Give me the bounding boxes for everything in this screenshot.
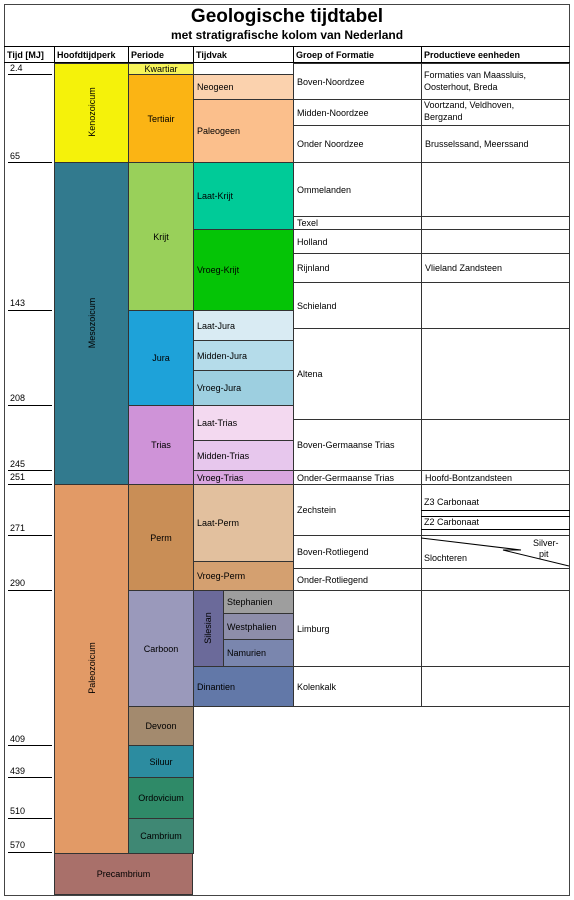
epoch-namurien-label: Namurien bbox=[227, 648, 267, 658]
epoch-vroeg-trias-label: Vroeg-Trias bbox=[197, 472, 244, 483]
epoch-vroeg-perm bbox=[193, 561, 294, 591]
tick-label: 208 bbox=[10, 393, 26, 403]
group-boven-rotliegend-label: Boven-Rotliegend bbox=[297, 547, 369, 557]
epoch-midden-jura bbox=[193, 340, 294, 371]
prod-voortzand-2: Bergzand bbox=[424, 112, 463, 122]
prod-maassluis-1: Formaties van Maassluis, bbox=[424, 70, 527, 80]
epoch-laat-jura-label: Laat-Jura bbox=[197, 320, 236, 331]
prod-cell-empty bbox=[421, 162, 570, 217]
prod-cell-brusselsand bbox=[421, 125, 570, 163]
epoch-dinantien bbox=[193, 666, 294, 707]
epoch-stephanien bbox=[223, 590, 294, 614]
group-boven-rotliegend bbox=[293, 535, 422, 569]
tick-label: 570 bbox=[10, 840, 26, 850]
group-kolenkalk-label: Kolenkalk bbox=[297, 681, 337, 692]
group-boven-germaanse-trias-label: Boven-Germaanse Trias bbox=[297, 440, 395, 450]
header-sep bbox=[128, 46, 129, 62]
prod-cell-empty bbox=[421, 419, 570, 471]
header-hoofdtijdperk: Hoofdtijdperk bbox=[57, 50, 116, 60]
epoch-laat-trias bbox=[193, 405, 294, 441]
group-onder-noordzee bbox=[293, 125, 422, 163]
epoch-neogeen-label: Neogeen bbox=[197, 82, 234, 92]
period-perm bbox=[128, 484, 194, 591]
era-mesozoicum-label: Mesozoicum bbox=[87, 297, 97, 349]
page-subtitle: met stratigrafische kolom van Nederland bbox=[170, 28, 404, 42]
group-onder-rotliegend bbox=[293, 568, 422, 591]
group-limburg bbox=[293, 590, 422, 667]
prod-cell-hoofd-bont bbox=[421, 470, 570, 485]
prod-brusselsand: Brusselssand, Meerssand bbox=[425, 139, 529, 149]
tick-label: 245 bbox=[10, 459, 26, 469]
group-texel-label: Texel bbox=[297, 218, 319, 228]
header-tijd: Tijd [MJ] bbox=[7, 50, 44, 60]
epoch-silesian-label: Silesian bbox=[203, 612, 213, 644]
epoch-midden-jura-label: Midden-Jura bbox=[197, 350, 248, 361]
period-tertiair bbox=[128, 74, 194, 163]
tick-line bbox=[8, 74, 52, 75]
header-top-line bbox=[4, 46, 570, 47]
group-ommelanden-label: Ommelanden bbox=[297, 184, 352, 195]
era-precambrium-label: Precambrium bbox=[96, 869, 151, 879]
period-trias bbox=[128, 405, 194, 485]
period-cambrium-label: Cambrium bbox=[140, 831, 182, 841]
group-altena-label: Altena bbox=[297, 369, 323, 379]
period-devoon-label: Devoon bbox=[145, 721, 177, 731]
prod-z3: Z3 Carbonaat bbox=[424, 497, 480, 507]
group-schieland-label: Schieland bbox=[297, 300, 337, 311]
period-siluur-label: Siluur bbox=[149, 756, 173, 767]
group-onder-germaanse-trias bbox=[293, 470, 422, 485]
prod-silverpit-1: Silver- bbox=[533, 538, 559, 548]
group-limburg-label: Limburg bbox=[297, 623, 330, 634]
group-schieland bbox=[293, 282, 422, 329]
epoch-westphalien-label: Westphalien bbox=[227, 621, 277, 632]
header-periode: Periode bbox=[131, 50, 165, 60]
prod-cell-empty bbox=[421, 328, 570, 420]
header-sep bbox=[193, 46, 194, 62]
group-texel bbox=[293, 216, 422, 230]
epoch-midden-trias-label: Midden-Trias bbox=[197, 450, 250, 461]
tick-label: 143 bbox=[10, 298, 26, 308]
epoch-laat-krijt bbox=[193, 162, 294, 230]
epoch-laat-jura bbox=[193, 310, 294, 341]
page-title: Geologische tijdtabel bbox=[190, 6, 384, 27]
tick-label: 2.4 bbox=[10, 63, 23, 73]
prod-cell-empty bbox=[421, 282, 570, 329]
group-rijnland-label: Rijnland bbox=[297, 263, 330, 273]
epoch-vroeg-trias bbox=[193, 470, 294, 485]
group-onder-germaanse-trias-label: Onder-Germaanse Trias bbox=[297, 472, 395, 483]
group-rijnland bbox=[293, 253, 422, 283]
period-perm-label: Perm bbox=[150, 532, 172, 543]
tick-line bbox=[8, 470, 52, 471]
prod-cell-empty bbox=[421, 590, 570, 667]
group-zechstein-label: Zechstein bbox=[297, 505, 337, 515]
prod-cell-vlieland bbox=[421, 253, 570, 283]
period-trias-label: Trias bbox=[151, 440, 171, 450]
epoch-vroeg-jura-label: Vroeg-Jura bbox=[197, 383, 242, 393]
period-carboon bbox=[128, 590, 194, 707]
period-krijt bbox=[128, 162, 194, 311]
prod-z3-line bbox=[421, 510, 570, 511]
group-holland bbox=[293, 229, 422, 254]
era-precambrium bbox=[54, 853, 193, 895]
epoch-westphalien bbox=[223, 613, 294, 640]
prod-vlieland: Vlieland Zandsteen bbox=[425, 263, 503, 273]
prod-z2-line bbox=[421, 529, 570, 530]
epoch-vroeg-krijt bbox=[193, 229, 294, 311]
group-onder-rotliegend-label: Onder-Rotliegend bbox=[297, 574, 369, 585]
tick-label: 65 bbox=[10, 151, 21, 161]
period-ordovicium-label: Ordovicium bbox=[138, 793, 184, 803]
era-paleozoicum-label: Paleozoicum bbox=[87, 642, 97, 694]
tick-label: 409 bbox=[10, 734, 26, 744]
period-ordovicium bbox=[128, 777, 194, 819]
prod-hoofd-bont: Hoofd-Bontzandsteen bbox=[425, 472, 513, 483]
period-tertiair-label: Tertiair bbox=[147, 113, 175, 124]
epoch-vroeg-perm-label: Vroeg-Perm bbox=[197, 571, 246, 581]
period-devoon bbox=[128, 706, 194, 746]
prod-cell-empty bbox=[421, 229, 570, 254]
epoch-stephanien-label: Stephanien bbox=[227, 597, 273, 607]
tick-line bbox=[8, 852, 52, 853]
header-groep: Groep of Formatie bbox=[296, 50, 375, 60]
prod-silverpit-2: pit bbox=[539, 549, 549, 559]
tick-line bbox=[8, 590, 52, 591]
tick-line bbox=[8, 484, 52, 485]
epoch-dinantien-label: Dinantien bbox=[197, 681, 236, 692]
group-zechstein bbox=[293, 484, 422, 536]
prod-z2: Z2 Carbonaat bbox=[424, 517, 480, 527]
prod-cell-empty bbox=[421, 568, 570, 591]
epoch-laat-perm bbox=[193, 484, 294, 562]
epoch-vroeg-krijt-label: Vroeg-Krijt bbox=[197, 265, 240, 275]
group-boven-germaanse-trias bbox=[293, 419, 422, 471]
era-kenozoicum-label: Kenozoicum bbox=[87, 87, 97, 137]
tick-label: 290 bbox=[10, 578, 26, 588]
header-productief: Productieve eenheden bbox=[424, 50, 521, 60]
epoch-laat-krijt-label: Laat-Krijt bbox=[197, 191, 234, 201]
period-cambrium bbox=[128, 818, 194, 854]
tick-label: 510 bbox=[10, 806, 26, 816]
period-siluur bbox=[128, 745, 194, 778]
tick-line bbox=[8, 535, 52, 536]
epoch-neogeen bbox=[193, 74, 294, 100]
period-jura-label: Jura bbox=[152, 353, 170, 363]
period-jura bbox=[128, 310, 194, 406]
tick-label: 251 bbox=[10, 472, 26, 482]
group-kolenkalk bbox=[293, 666, 422, 707]
period-kwartair-label: Kwartiar bbox=[144, 64, 178, 74]
group-holland-label: Holland bbox=[297, 236, 328, 247]
epoch-paleogeen-label: Paleogeen bbox=[197, 126, 241, 136]
epoch-vroeg-jura bbox=[193, 370, 294, 406]
tick-line bbox=[8, 405, 52, 406]
group-midden-noordzee-label: Midden-Noordzee bbox=[297, 107, 369, 118]
epoch-laat-perm-label: Laat-Perm bbox=[197, 518, 240, 528]
prod-slochteren: Slochteren bbox=[424, 553, 468, 563]
tick-line bbox=[8, 818, 52, 819]
tick-label: 439 bbox=[10, 766, 26, 776]
prod-cell-empty bbox=[421, 216, 570, 230]
group-midden-noordzee bbox=[293, 99, 422, 126]
period-krijt-label: Krijt bbox=[153, 231, 169, 242]
header-sep bbox=[421, 46, 422, 62]
tick-line bbox=[8, 777, 52, 778]
prod-cell-empty bbox=[421, 666, 570, 707]
prod-maassluis-2: Oosterhout, Breda bbox=[424, 82, 498, 92]
group-onder-noordzee-label: Onder Noordzee bbox=[297, 139, 364, 149]
group-boven-noordzee-label: Boven-Noordzee bbox=[297, 76, 365, 87]
header-sep bbox=[293, 46, 294, 62]
header-sep bbox=[54, 46, 55, 62]
group-altena bbox=[293, 328, 422, 420]
epoch-laat-trias-label: Laat-Trias bbox=[197, 418, 238, 428]
epoch-midden-trias bbox=[193, 440, 294, 471]
tick-line bbox=[8, 162, 52, 163]
epoch-namurien bbox=[223, 639, 294, 667]
group-boven-noordzee bbox=[293, 63, 422, 100]
header-tijdvak: Tijdvak bbox=[196, 50, 227, 60]
prod-voortzand-1: Voortzand, Veldhoven, bbox=[424, 100, 515, 110]
tick-label: 271 bbox=[10, 523, 26, 533]
tick-line bbox=[8, 745, 52, 746]
tick-line bbox=[8, 310, 52, 311]
epoch-paleogeen bbox=[193, 99, 294, 163]
group-ommelanden bbox=[293, 162, 422, 217]
period-carboon-label: Carboon bbox=[143, 643, 179, 654]
